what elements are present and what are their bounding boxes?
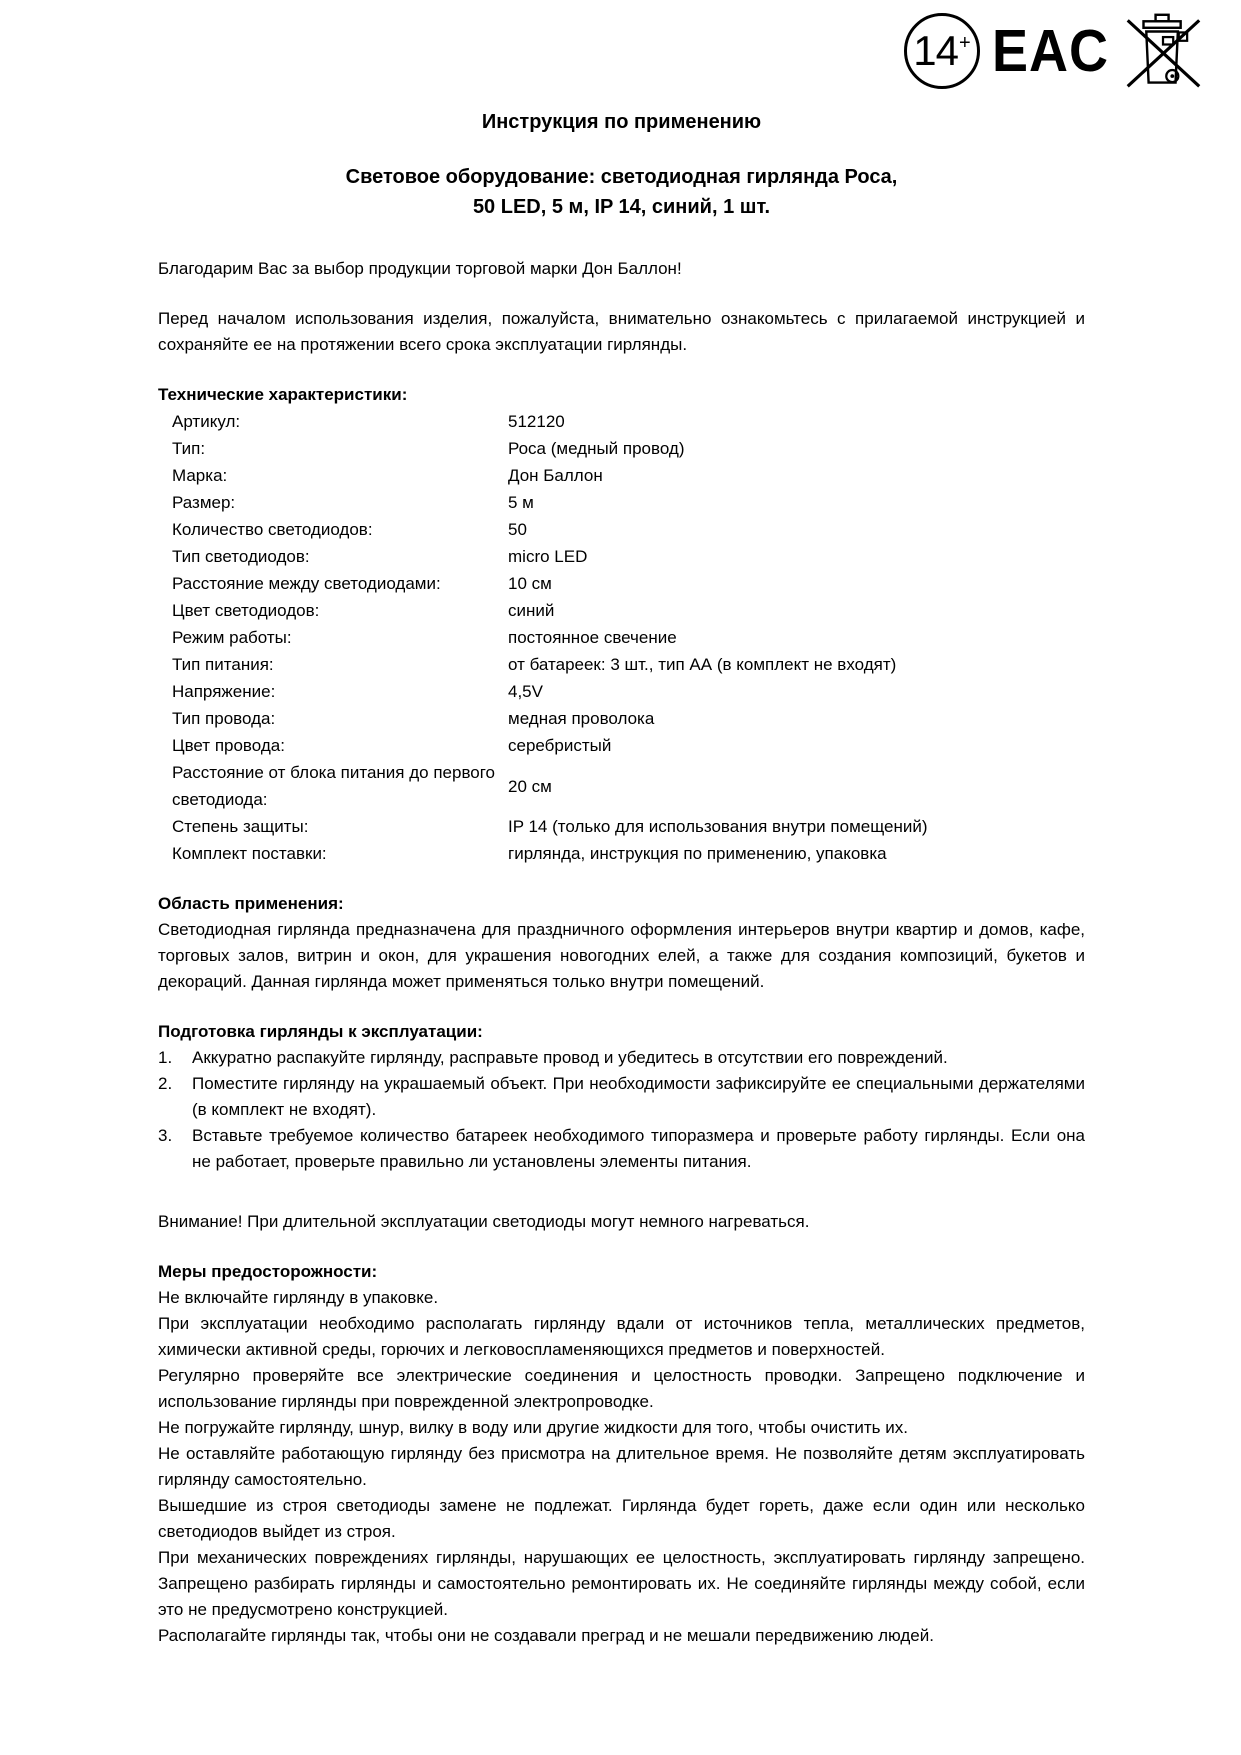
preparation-list: [158, 1045, 1085, 1175]
warning-paragraph: Внимание! При длительной эксплуатации светодиоды могут немного нагреваться.: [158, 1212, 810, 1231]
age-rating-number: 14: [913, 27, 958, 74]
spec-value: синий: [508, 601, 555, 620]
spec-row: [172, 840, 1085, 867]
spec-label: Артикул:: [172, 412, 241, 431]
age-rating-badge: [904, 13, 980, 89]
spec-row: [172, 651, 1085, 678]
page-title: Инструкция по применению: [481, 111, 762, 133]
precaution-paragraph: Не погружайте гирлянду, шнур, вилку в воду или другие жидкости для того, чтобы очистить их.: [158, 1418, 908, 1437]
spec-value: медная проволока: [508, 709, 655, 728]
specs-table: [158, 408, 1085, 867]
spec-label: Расстояние от блока питания до первого светодиода:: [172, 763, 496, 809]
list-item-text: Поместите гирлянду на украшаемый объект. При необходимости зафиксируйте ее специальными держателями (в комплект не входят).: [192, 1074, 1085, 1119]
spec-value: 50: [508, 520, 527, 539]
spec-row: [172, 705, 1085, 732]
application-paragraph: Светодиодная гирлянда предназначена для праздничного оформления интерьеров внутри квартир и домов, кафе, торговых залов, витрин и окон, для украшения новогодних елей, а также для создания композиций, букетов и декораций. Данная гирлянда может применяться только внутри помещений.: [158, 920, 1085, 991]
list-item: [158, 1045, 1085, 1071]
list-item-number: 1.: [158, 1048, 173, 1067]
eac-mark: EAC: [991, 18, 1109, 84]
spec-label: Режим работы:: [172, 628, 292, 647]
product-title-line1: Световое оборудование: светодиодная гирлянда Роса,: [345, 166, 898, 188]
spec-label: Комплект поставки:: [172, 844, 327, 863]
spec-value: гирлянда, инструкция по применению, упаковка: [508, 844, 887, 863]
precaution-paragraph: Не оставляйте работающую гирлянду без присмотра на длительное время. Не позволяйте детям эксплуатировать гирлянду самостоятельно.: [158, 1444, 1085, 1489]
spec-label: Расстояние между светодиодами:: [172, 574, 441, 593]
spec-value: 5 м: [508, 493, 534, 512]
list-item-number: 3.: [158, 1126, 173, 1145]
application-heading: Область применения:: [158, 894, 344, 913]
preparation-heading: Подготовка гирлянды к эксплуатации:: [158, 1022, 483, 1041]
spec-row: [172, 408, 1085, 435]
list-item-number: 2.: [158, 1074, 173, 1093]
precaution-paragraph: Регулярно проверяйте все электрические соединения и целостность проводки. Запрещено подключение и использование гирлянды при поврежденной электропроводке.: [158, 1366, 1085, 1411]
spec-label: Тип провода:: [172, 709, 276, 728]
spec-value: постоянное свечение: [508, 628, 677, 647]
list-item: [158, 1123, 1085, 1175]
spec-value: micro LED: [508, 547, 588, 566]
spec-label: Тип питания:: [172, 655, 274, 674]
spec-value: Дон Баллон: [508, 466, 603, 485]
list-item-text: Вставьте требуемое количество батареек необходимого типоразмера и проверьте работу гирлянды. Если она не работает, проверьте правильно ли установлены элементы питания.: [192, 1126, 1085, 1171]
spec-row: [172, 759, 1085, 813]
precaution-paragraph: При механических повреждениях гирлянды, нарушающих ее целостность, эксплуатировать гирлянду запрещено. Запрещено разбирать гирлянды и самостоятельно ремонтировать их. Не соединяйте гирлянды между собой, если это не предусмотрено конструкцией.: [158, 1548, 1085, 1619]
spec-label: Марка:: [172, 466, 228, 485]
age-rating-plus: +: [959, 32, 971, 54]
spec-label: Тип светодиодов:: [172, 547, 310, 566]
spec-value: Роса (медный провод): [508, 439, 685, 458]
spec-label: Напряжение:: [172, 682, 276, 701]
spec-row: [172, 435, 1085, 462]
product-title: [158, 162, 1085, 222]
spec-row: [172, 597, 1085, 624]
read-notice-paragraph: Перед началом использования изделия, пожалуйста, внимательно ознакомьтесь с прилагаемой инструкцией и сохраняйте ее на протяжении всего срока эксплуатации гирлянды.: [158, 309, 1085, 354]
certification-logos: [904, 12, 1205, 90]
spec-value: 512120: [508, 412, 565, 431]
weee-bin-icon: [1121, 12, 1205, 90]
spec-label: Количество светодиодов:: [172, 520, 373, 539]
spec-value: IP 14 (только для использования внутри помещений): [508, 817, 928, 836]
list-item-text: Аккуратно распакуйте гирлянду, расправьте провод и убедитесь в отсутствии его повреждений.: [192, 1048, 948, 1067]
precaution-paragraph: Не включайте гирлянду в упаковке.: [158, 1288, 439, 1307]
specs-heading: Технические характеристики:: [158, 385, 408, 404]
spec-value: от батареек: 3 шт., тип АА (в комплект не входят): [508, 655, 897, 674]
spec-value: серебристый: [508, 736, 612, 755]
precaution-paragraph: При эксплуатации необходимо располагать гирлянду вдали от источников тепла, металлических предметов, химически активной среды, горючих и легковоспламеняющихся предметов и поверхностей.: [158, 1314, 1085, 1359]
spec-row: [172, 570, 1085, 597]
spec-label: Размер:: [172, 493, 236, 512]
spec-value: 10 см: [508, 574, 552, 593]
spec-value: 20 см: [508, 776, 552, 796]
spec-row: [172, 489, 1085, 516]
precautions-text: [158, 1285, 1085, 1649]
spec-row: [172, 813, 1085, 840]
precaution-paragraph: Вышедшие из строя светодиоды замене не подлежат. Гирлянда будет гореть, даже если один или несколько светодиодов выйдет из строя.: [158, 1496, 1085, 1541]
spec-label: Тип:: [172, 439, 206, 458]
spec-row: [172, 516, 1085, 543]
list-item: [158, 1071, 1085, 1123]
product-title-line2: 50 LED, 5 м, IP 14, синий, 1 шт.: [472, 196, 771, 218]
spec-row: [172, 543, 1085, 570]
thanks-paragraph: Благодарим Вас за выбор продукции торговой марки Дон Баллон!: [158, 259, 682, 278]
spec-row: [172, 624, 1085, 651]
precaution-paragraph: Располагайте гирлянды так, чтобы они не создавали преград и не мешали передвижению людей.: [158, 1626, 934, 1645]
spec-label: Цвет провода:: [172, 736, 285, 755]
spec-label: Цвет светодиодов:: [172, 601, 320, 620]
spec-row: [172, 462, 1085, 489]
spec-value: 4,5V: [508, 682, 543, 701]
spec-row: [172, 732, 1085, 759]
spec-row: [172, 678, 1085, 705]
spec-label: Степень защиты:: [172, 817, 309, 836]
precautions-heading: Меры предосторожности:: [158, 1262, 378, 1281]
